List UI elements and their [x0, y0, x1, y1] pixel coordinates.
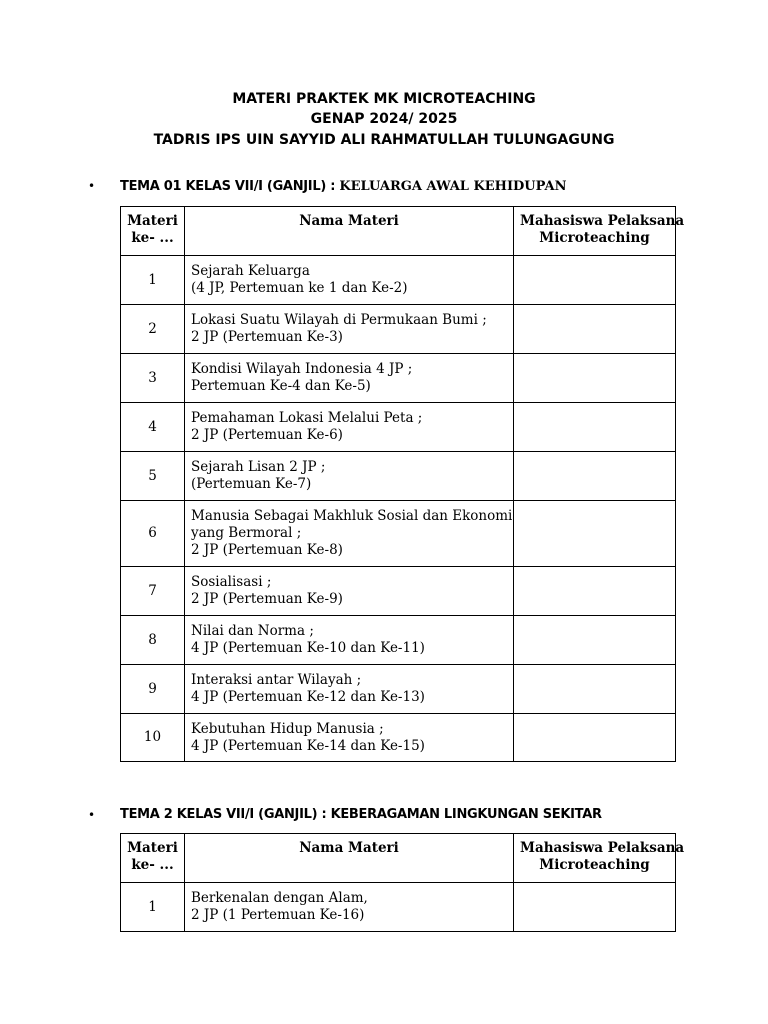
table-row: [121, 883, 676, 932]
materi-name-line: Kondisi Wilayah Indonesia 4 JP ;: [191, 361, 413, 377]
pelaksana-cell[interactable]: [514, 714, 676, 762]
materi-name-line: 2 JP (Pertemuan Ke-3): [191, 329, 343, 345]
materi-name-line: Pertemuan Ke-4 dan Ke-5): [191, 378, 371, 394]
pelaksana-cell[interactable]: [514, 501, 676, 567]
materi-name-line: (Pertemuan Ke-7): [191, 476, 312, 492]
materi-name: [185, 452, 514, 501]
pelaksana-cell[interactable]: [514, 883, 676, 932]
materi-number: 1: [121, 883, 185, 932]
materi-name: [185, 403, 514, 452]
materi-name: [185, 883, 514, 932]
materi-name: [185, 354, 514, 403]
tema2-table: [120, 833, 685, 932]
materi-name-line: yang Bermoral ;: [191, 525, 302, 541]
materi-name-line: 4 JP (Pertemuan Ke-10 dan Ke-11): [191, 640, 425, 656]
materi-name: [185, 256, 514, 305]
table-row: [121, 501, 676, 567]
document-title: MATERI PRAKTEK MK MICROTEACHING: [232, 91, 536, 107]
column-header-nama-materi: Nama Materi: [185, 207, 514, 256]
materi-name-line: Nilai dan Norma ;: [191, 623, 314, 639]
column-header-materi-ke: Materi ke- ...: [121, 834, 185, 883]
table-row: [121, 665, 676, 714]
materi-number: 2: [121, 305, 185, 354]
table-row: [121, 354, 676, 403]
pelaksana-cell[interactable]: [514, 567, 676, 616]
materi-name-line: Berkenalan dengan Alam,: [191, 890, 368, 906]
materi-name-line: 2 JP (Pertemuan Ke-8): [191, 542, 343, 558]
table-row: [121, 403, 676, 452]
tema1-heading-prefix: TEMA 01 KELAS VII/I (GANJIL) :: [120, 179, 340, 194]
pelaksana-cell[interactable]: [514, 256, 676, 305]
table-row: [121, 714, 676, 762]
materi-name-line: 2 JP (Pertemuan Ke-6): [191, 427, 343, 443]
column-header-pelaksana: Mahasiswa Pelaksana Microteaching: [514, 207, 676, 256]
materi-number: 7: [121, 567, 185, 616]
materi-name-line: Sejarah Keluarga: [191, 263, 310, 279]
document-institution: TADRIS IPS UIN SAYYID ALI RAHMATULLAH TULUNGAGUNG: [153, 132, 615, 148]
materi-name: [185, 305, 514, 354]
materi-name-line: Kebutuhan Hidup Manusia ;: [191, 721, 384, 737]
materi-name-line: 4 JP (Pertemuan Ke-12 dan Ke-13): [191, 689, 425, 705]
pelaksana-cell[interactable]: [514, 403, 676, 452]
materi-name-line: 2 JP (Pertemuan Ke-9): [191, 591, 343, 607]
materi-name: [185, 501, 514, 567]
pelaksana-cell[interactable]: [514, 616, 676, 665]
pelaksana-cell[interactable]: [514, 354, 676, 403]
tema2-table-body: [121, 883, 676, 932]
tema1-heading-title: KELUARGA AWAL KEHIDUPAN: [339, 179, 567, 194]
column-header-materi-ke: Materi ke- ...: [121, 207, 185, 256]
table-header-row: [121, 834, 676, 883]
materi-name: [185, 616, 514, 665]
materi-number: 3: [121, 354, 185, 403]
materi-name-line: Sejarah Lisan 2 JP ;: [191, 459, 326, 475]
materi-number: 10: [121, 714, 185, 762]
column-header-nama-materi: Nama Materi: [185, 834, 514, 883]
materi-number: 5: [121, 452, 185, 501]
materi-name-line: Manusia Sebagai Makhluk Sosial dan Ekonomi: [191, 508, 513, 524]
pelaksana-cell[interactable]: [514, 452, 676, 501]
column-header-pelaksana: Mahasiswa Pelaksana Microteaching: [514, 834, 676, 883]
materi-number: 9: [121, 665, 185, 714]
materi-name: [185, 665, 514, 714]
tema1-table-body: [121, 256, 676, 762]
materi-name-line: Lokasi Suatu Wilayah di Permukaan Bumi ;: [191, 312, 487, 328]
tema2-heading-title: TEMA 2 KELAS VII/I (GANJIL) : KEBERAGAMAN LINGKUNGAN SEKITAR: [120, 807, 602, 822]
bullet-icon: •: [88, 179, 96, 193]
table-row: [121, 616, 676, 665]
document-semester: GENAP 2024/ 2025: [310, 111, 458, 127]
materi-number: 6: [121, 501, 185, 567]
materi-number: 4: [121, 403, 185, 452]
materi-name-line: Interaksi antar Wilayah ;: [191, 672, 362, 688]
materi-name-line: Pemahaman Lokasi Melalui Peta ;: [191, 410, 423, 426]
bullet-icon: •: [88, 808, 96, 822]
materi-name: [185, 714, 514, 762]
materi-name-line: 4 JP (Pertemuan Ke-14 dan Ke-15): [191, 738, 425, 754]
table-row: [121, 256, 676, 305]
materi-name-line: 2 JP (1 Pertemuan Ke-16): [191, 907, 365, 923]
table-header-row: [121, 207, 676, 256]
materi-name-line: (4 JP, Pertemuan ke 1 dan Ke-2): [191, 280, 408, 296]
table-row: [121, 452, 676, 501]
materi-name-line: Sosialisasi ;: [191, 574, 272, 590]
materi-name: [185, 567, 514, 616]
table-row: [121, 567, 676, 616]
materi-number: 1: [121, 256, 185, 305]
pelaksana-cell[interactable]: [514, 305, 676, 354]
table-row: [121, 305, 676, 354]
pelaksana-cell[interactable]: [514, 665, 676, 714]
materi-number: 8: [121, 616, 185, 665]
tema1-table: [120, 206, 685, 762]
